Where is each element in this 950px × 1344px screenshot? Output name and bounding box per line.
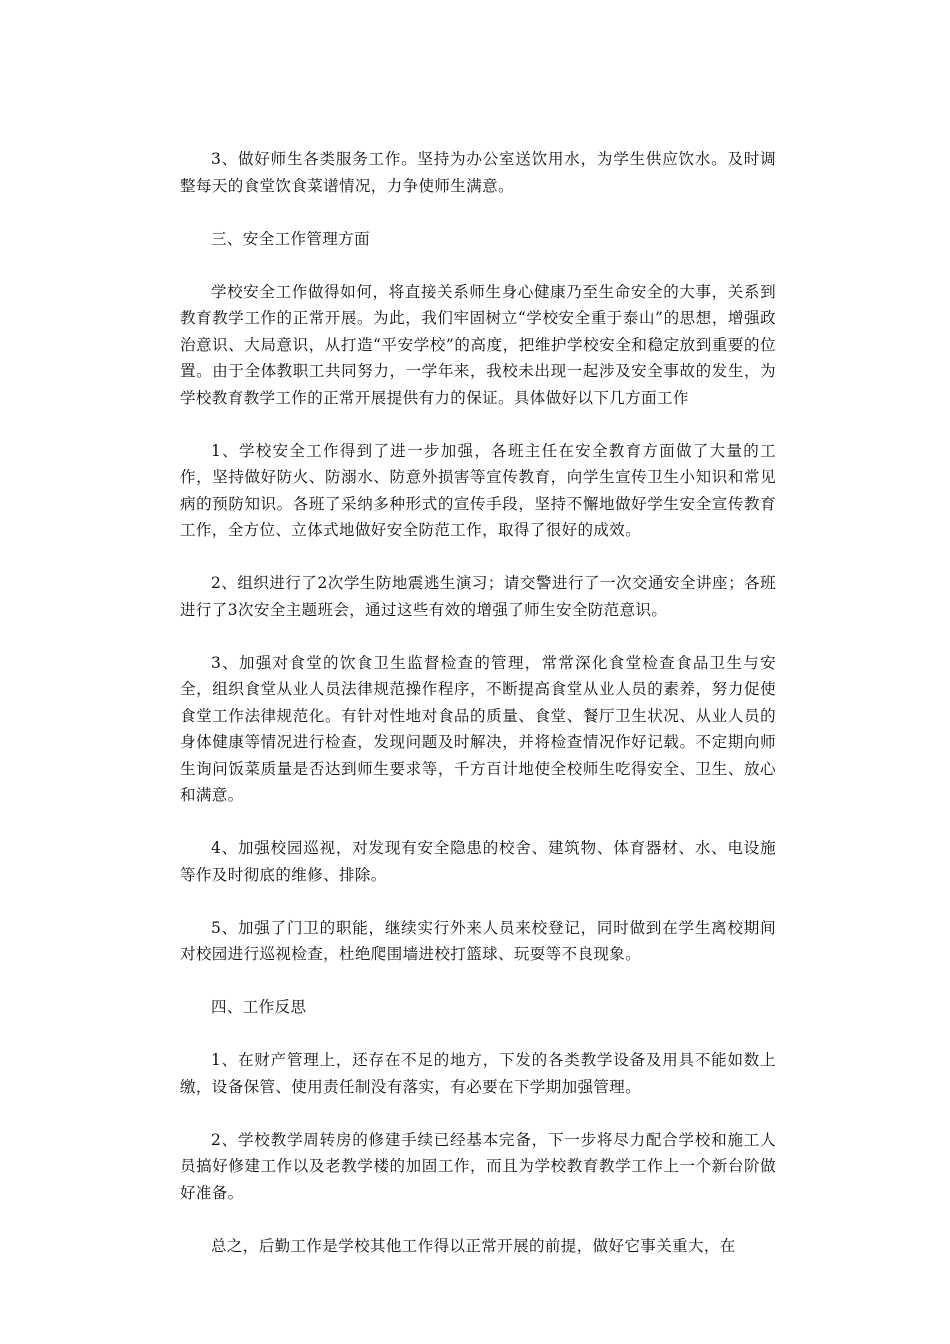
- paragraph-safety-overview: 学校安全工作做得如何，将直接关系师生身心健康乃至生命安全的大事，关系到教育教学工作的正常开展。为此，我们牢固树立“学校安全重于泰山”的思想，增强政治意识、大局意识，从打造“平安学校”的高度，把维护学校安全和稳定放到重要的位置。由于全体教职工共同努力，一学年来，我校未出现一起涉及安全事故的发生，为学校教育教学工作的正常开展提供有力的保证。具体做好以下几方面工作: [180, 282, 776, 407]
- document-body: [180, 146, 776, 1286]
- paragraph-safety-item-4: 4、加强校园巡视，对发现有安全隐患的校舍、建筑物、体育器材、水、电设施等作及时彻底的维修、排除。: [180, 839, 776, 884]
- section-heading-safety: 三、安全工作管理方面: [211, 229, 371, 248]
- paragraph-safety-item-2: 2、组织进行了2次学生防地震逃生演习；请交警进行了一次交通安全讲座；各班进行了3次安全主题班会，通过这些有效的增强了师生安全防范意识。: [180, 574, 776, 619]
- paragraph-service-work: 3、做好师生各类服务工作。坚持为办公室送饮用水，为学生供应饮水。及时调整每天的食堂饮食菜谱情况，力争使师生满意。: [180, 150, 776, 195]
- paragraph-conclusion: 总之，后勤工作是学校其他工作得以正常开展的前提，做好它事关重大，在: [211, 1236, 736, 1255]
- section-heading-reflection: 四、工作反思: [211, 998, 307, 1016]
- paragraph-safety-item-3: 3、加强对食堂的饮食卫生监督检查的管理，常常深化食堂检查食品卫生与安全，组织食堂从业人员法律规范操作程序，不断提高食堂从业人员的素养，努力促使食堂工作法律规范化。有针对性地对食品的质量、食堂、餐厅卫生状况、从业人员的身体健康等情况进行检查，发现问题及时解决，并将检查情况作好记载。不定期向师生询问饭菜质量是否达到师生要求等，千方百计地使全校师生吃得安全、卫生、放心和满意。: [180, 653, 776, 804]
- paragraph-safety-item-1: 1、学校安全工作得到了进一步加强，各班主任在安全教育方面做了大量的工作，坚持做好防火、防溺水、防意外损害等宣传教育，向学生宣传卫生小知识和常见病的预防知识。各班了采纳多种形式的宣传手段，坚持不懈地做好学生安全宣传教育工作，全方位、立体式地做好安全防范工作，取得了很好的成效。: [180, 441, 776, 539]
- paragraph-safety-item-5: 5、加强了门卫的职能，继续实行外来人员来校登记，同时做到在学生离校期间对校园进行巡视检查，杜绝爬围墙进校打篮球、玩耍等不良现象。: [180, 918, 776, 963]
- paragraph-reflection-item-1: 1、在财产管理上，还存在不足的地方，下发的各类教学设备及用具不能如数上缴，设备保管、使用责任制没有落实，有必要在下学期加强管理。: [180, 1051, 776, 1096]
- paragraph-reflection-item-2: 2、学校教学周转房的修建手续已经基本完备，下一步将尽力配合学校和施工人员搞好修建工作以及老教学楼的加固工作，而且为学校教育教学工作上一个新台阶做好准备。: [180, 1130, 776, 1202]
